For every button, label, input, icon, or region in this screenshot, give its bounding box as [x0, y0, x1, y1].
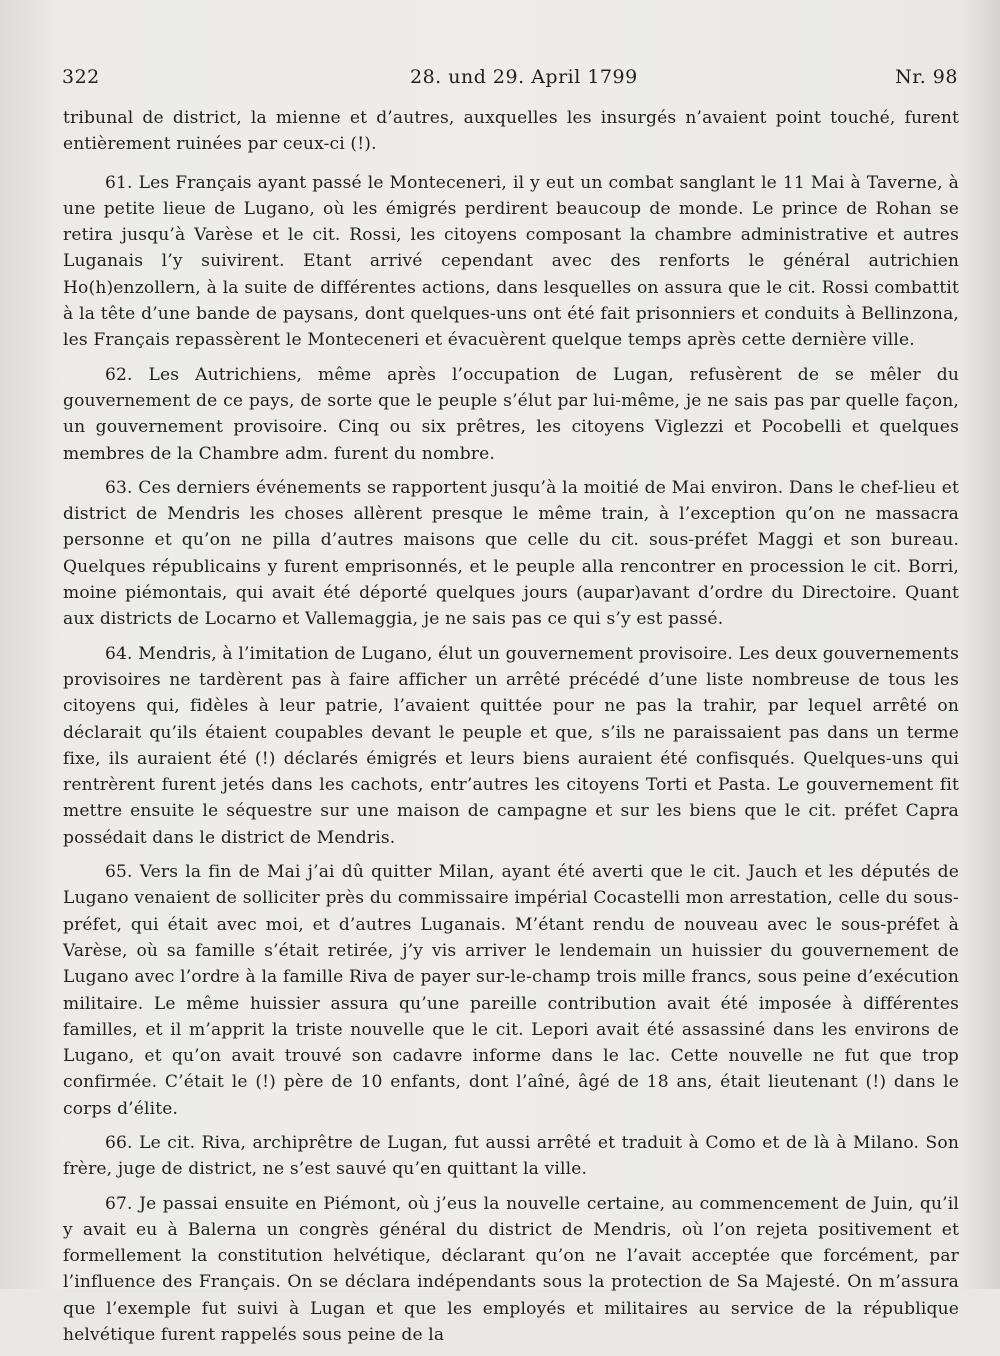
document-body: [63, 105, 959, 1356]
document-number: Nr. 98: [895, 66, 958, 88]
page-header: [62, 66, 958, 102]
page-date-heading: 28. und 29. April 1799: [410, 66, 638, 88]
paragraph-65: 65. Vers la fin de Mai j’ai dû quitter Milan, ayant été averti que le cit. Jauch et les députés de Lugano venaient de solliciter près du commissaire impérial Cocastelli mon arrestation, celle du sous-préfet, qui était avec moi, et d’autres Luganais. M’étant rendu de nouveau avec le sous-préfet à Varèse, où sa famille s’était retirée, j’y vis arriver le lendemain un huissier du gouvernement de Lugano avec l’ordre à la famille Riva de payer sur-le-champ trois mille francs, sous peine d’exécution militaire. Le même huissier assura qu’une pareille contribution avait été imposée à différentes familles, et il m’apprit la triste nouvelle que le cit. Lepori avait été assassiné dans les environs de Lugano, et qu’on avait trouvé son cadavre informe dans le lac. Cette nouvelle ne fut que trop confirmée. C’était le (!) père de 10 enfants, dont l’aîné, âgé de 18 ans, était lieutenant (!) dans le corps d’élite.: [63, 862, 959, 1119]
paragraph-67: 67. Je passai ensuite en Piémont, où j’eus la nouvelle certaine, au commencement de Juin, qu’il y avait eu à Balerna un congrès général du district de Mendris, où l’on rejeta positivement et formellement la constitution helvétique, déclarant qu’on ne l’avait acceptée que forcément, par l’influence des Français. On se déclara indépendants sous la protection de Sa Majesté. On m’assura que l’exemple fut suivi à Lugan et que les employés et militaires au service de la république helvétique furent rappelés sous peine de la: [63, 1193, 959, 1346]
paragraph-66: 66. Le cit. Riva, archiprêtre de Lugan, fut aussi arrêté et traduit à Como et de là à Milano. Son frère, juge de district, ne s’est sauvé qu’en quittant la ville.: [63, 1132, 959, 1180]
paragraph-continuation: tribunal de district, la mienne et d’autres, auxquelles les insurgés n’avaient point touché, furent entièrement ruinées par ceux-ci (!).: [63, 108, 959, 155]
paragraph-61: 61. Les Français ayant passé le Monteceneri, il y eut un combat sanglant le 11 Mai à Taverne, à une petite lieue de Lugano, où les émigrés perdirent beaucoup de monde. Le prince de Rohan se retira jusqu’à Varèse et le cit. Rossi, les citoyens composant la chambre administrative et autres Luganais l’y suivirent. Etant arrivé cependant avec des renforts le général autrichien Ho(h)enzollern, à la suite de différentes actions, dans lesquelles on assura que le cit. Rossi combattit à la tête d’une bande de paysans, dont quelques-uns ont été fait prisonniers et conduits à Bellinzona, les Français repassèrent le Monteceneri et évacuèrent quelque temps après cette dernière ville.: [63, 172, 959, 351]
paragraph-64: 64. Mendris, à l’imitation de Lugano, élut un gouvernement provisoire. Les deux gouvernements provisoires ne tardèrent pas à faire afficher un arrêté précédé d’une liste nombreuse de tous les citoyens qui, fidèles à leur patrie, l’avaient quittée pour ne pas la trahir, par lequel arrêté on déclarait qu’ils étaient coupables devant le peuple et que, s’ils ne paraissaient pas dans un terme fixe, ils auraient été (!) déclarés émigrés et leurs biens auraient été confisqués. Quelques-uns qui rentrèrent furent jetés dans les cachots, entr’autres les citoyens Torti et Pasta. Le gouvernement fit mettre ensuite le séquestre sur une maison de campagne et sur les biens que le cit. préfet Capra possédait dans le district de Mendris.: [63, 643, 959, 848]
page-number: 322: [62, 66, 100, 88]
paragraph-63: 63. Ces derniers événements se rapportent jusqu’à la moitié de Mai environ. Dans le chef-lieu et district de Mendris les choses allèrent presque le même train, à l’exception qu’on ne massacra personne et qu’on ne pilla d’autres maisons que celle du cit. sous-préfet Maggi et son bureau. Quelques républicains y furent emprisonnés, et le peuple alla rencontrer en procession le cit. Borri, moine piémontais, qui avait été déporté quelques jours (aupar)avant d’ordre du Directoire. Quant aux districts de Locarno et Vallemaggia, je ne sais pas ce qui s’y est passé.: [63, 477, 959, 630]
paragraph-62: 62. Les Autrichiens, même après l’occupation de Lugan, refusèrent de se mêler du gouvernement de ce pays, de sorte que le peuple s’élut par lui-même, je ne sais pas par quelle façon, un gouvernement provisoire. Cinq ou six prêtres, les citoyens Viglezzi et Pocobelli et quelques membres de la Chambre adm. furent du nombre.: [63, 364, 959, 464]
